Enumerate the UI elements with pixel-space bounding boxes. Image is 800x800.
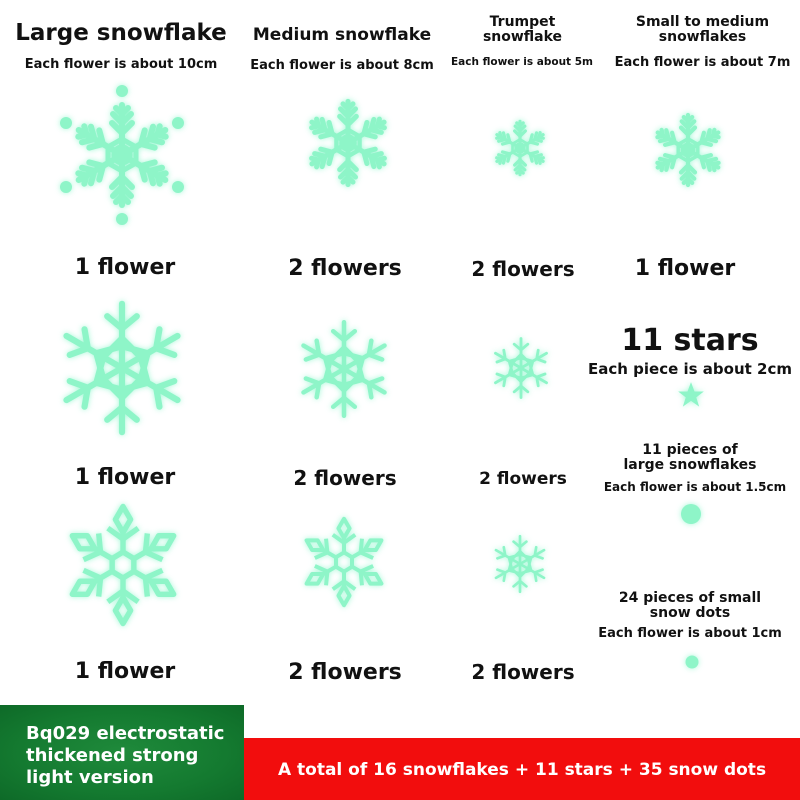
count-r2-c2: 2 flowers: [293, 466, 397, 490]
count-r1-c4: 1 flower: [634, 256, 736, 281]
snowflake-small-medium-icon: [646, 108, 730, 192]
snowflake-large-icon: [52, 80, 192, 230]
column-size-trumpet: Each flower is about 5m: [451, 56, 593, 68]
snowflake-medium-icon: [290, 315, 398, 423]
count-r3-c1: 1 flower: [74, 659, 176, 684]
large-dots-title: 11 pieces of large snowflakes: [623, 442, 757, 473]
small-dot-icon: [685, 655, 699, 669]
total-banner: [244, 738, 800, 800]
large-dots-size: Each flower is about 1.5cm: [603, 480, 787, 494]
snowflake-large-icon: [48, 293, 196, 443]
stars-title: 11 stars: [621, 323, 759, 358]
star-icon: [677, 381, 705, 409]
small-dots-title: 24 pieces of small snow dots: [618, 590, 762, 621]
count-r2-c1: 1 flower: [74, 465, 176, 490]
version-text: Bq029 electrostatic thickened strong light version: [26, 723, 225, 788]
count-r3-c2: 2 flowers: [288, 660, 402, 685]
column-title-trumpet: Trumpet snowflake: [482, 14, 563, 45]
column-size-large: Each flower is about 10cm: [24, 57, 218, 72]
small-dots-size: Each flower is about 1cm: [598, 626, 782, 641]
snowflake-large-icon: [58, 490, 188, 640]
column-title-medium: Medium snowflake: [252, 25, 432, 45]
count-r1-c3: 2 flowers: [471, 257, 575, 281]
column-size-small-medium: Each flower is about 7m: [614, 55, 791, 70]
count-r3-c3: 2 flowers: [471, 660, 575, 684]
column-title-small-medium: Small to medium snowflakes: [635, 14, 770, 45]
snowflake-trumpet-icon: [488, 530, 552, 598]
count-r1-c1: 1 flower: [74, 255, 176, 280]
stars-size: Each piece is about 2cm: [588, 360, 792, 378]
snowflake-medium-icon: [296, 510, 392, 614]
column-size-medium: Each flower is about 8cm: [250, 58, 434, 73]
column-title-large: Large snowflake: [15, 20, 227, 46]
total-text: A total of 16 snowflakes + 11 stars + 35 snow dots: [277, 760, 767, 780]
version-banner: [0, 705, 244, 800]
large-dot-icon: [680, 503, 702, 525]
snowflake-trumpet-icon: [488, 116, 552, 180]
count-r1-c2: 2 flowers: [288, 256, 402, 281]
snowflake-medium-icon: [298, 93, 398, 193]
snowflake-trumpet-icon: [487, 334, 555, 402]
count-r2-c3: 2 flowers: [479, 469, 567, 489]
